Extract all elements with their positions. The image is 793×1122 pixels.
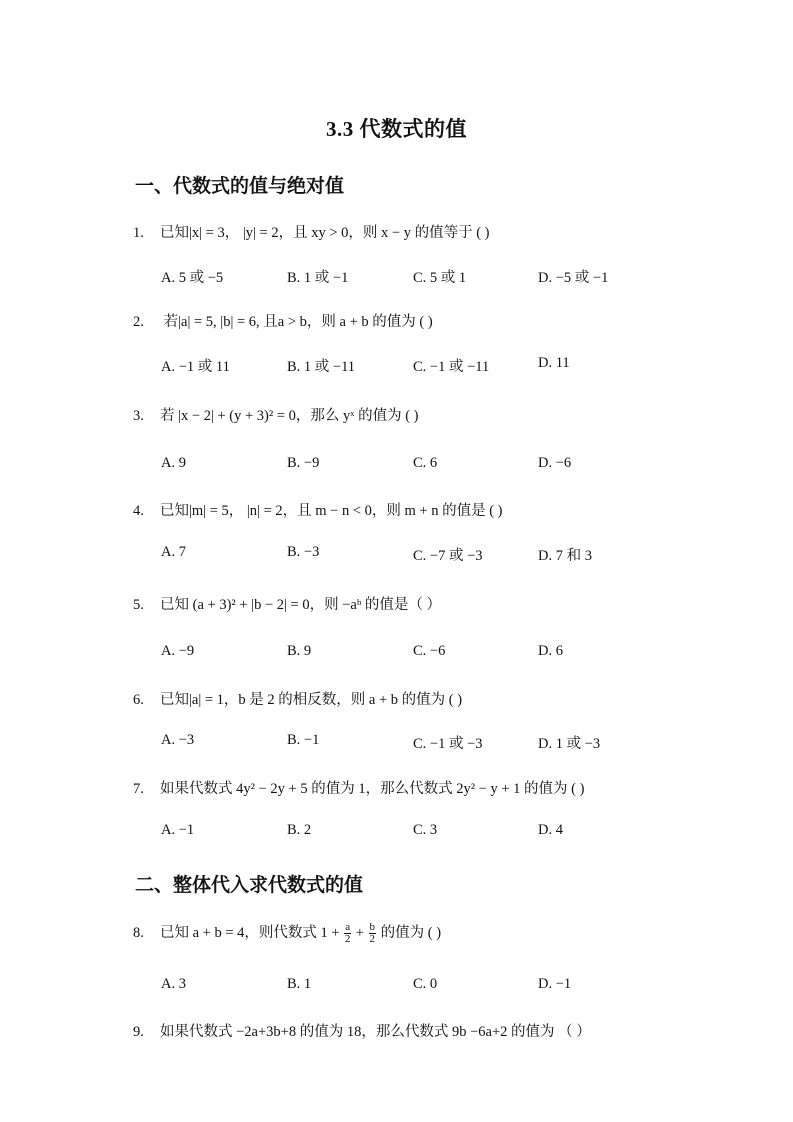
question-text-before: 已知 a + b = 4，则代数式 1 + — [160, 925, 344, 941]
option-c: C. 6 — [413, 455, 438, 471]
fraction-denominator: 2 — [369, 933, 376, 946]
option-a: A. 7 — [161, 544, 186, 560]
question-number: 9. — [133, 1024, 144, 1040]
option-a: A. −1 或 11 — [161, 359, 230, 375]
option-d: D. 6 — [538, 643, 563, 659]
section-heading-2: 二、整体代入求代数式的值 — [135, 875, 364, 896]
option-d: D. −1 — [538, 976, 572, 992]
fraction-denominator: 2 — [344, 933, 351, 946]
question-5 — [133, 593, 773, 614]
question-7 — [133, 777, 773, 798]
question-number: 7. — [133, 781, 144, 797]
fraction-a-over-2 — [344, 922, 351, 945]
fraction-numerator: b — [369, 921, 376, 934]
question-text: 如果代数式 −2a+3b+8 的值为 18，那么代数式 9b −6a+2 的值为 （ ） — [160, 1024, 591, 1040]
question-text: 已知|a| = 1，b 是 2 的相反数，则 a + b 的值为 ( ) — [160, 692, 463, 708]
question-number: 1. — [133, 225, 144, 241]
question-text: 已知|m| = 5， |n| = 2，且 m − n < 0，则 m + n 的值是 ( ) — [160, 503, 503, 519]
option-d: D. 4 — [538, 822, 563, 838]
option-b: B. −3 — [287, 544, 320, 560]
question-text: 如果代数式 4y² − 2y + 5 的值为 1，那么代数式 2y² − y + 1 的值为 ( ) — [160, 781, 585, 797]
option-c: C. −1 或 −11 — [413, 359, 490, 375]
option-d: D. −6 — [538, 455, 572, 471]
question-number: 5. — [133, 597, 144, 613]
option-a: A. 3 — [161, 976, 186, 992]
option-a: A. 9 — [161, 455, 186, 471]
page-title: 3.3 代数式的值 — [326, 117, 467, 141]
fraction-b-over-2 — [369, 922, 377, 945]
question-1 — [133, 221, 773, 242]
option-c: C. −1 或 −3 — [413, 736, 483, 752]
question-9 — [133, 1020, 773, 1041]
option-b: B. 1 或 −1 — [287, 270, 349, 286]
question-text: 若|a| = 5, |b| = 6, 且a > b，则 a + b 的值为 ( ) — [160, 314, 433, 330]
option-d: D. 1 或 −3 — [538, 736, 601, 752]
question-4 — [133, 499, 773, 520]
option-c: C. 5 或 1 — [413, 270, 467, 286]
option-b: B. 1 — [287, 976, 312, 992]
question-text: 已知 (a + 3)² + |b − 2| = 0，则 −aᵇ 的值是（ ） — [160, 597, 442, 613]
question-3 — [133, 404, 773, 425]
question-number: 4. — [133, 503, 144, 519]
question-6 — [133, 688, 773, 709]
question-text-after: 的值为 ( ) — [377, 925, 442, 941]
option-c: C. 3 — [413, 822, 438, 838]
question-number: 2. — [133, 314, 144, 330]
option-d: D. 7 和 3 — [538, 548, 592, 564]
question-number: 3. — [133, 408, 144, 424]
option-c: C. 0 — [413, 976, 438, 992]
question-text: 已知|x| = 3， |y| = 2，且 xy > 0，则 x − y 的值等于 ( ) — [160, 225, 490, 241]
option-c: C. −6 — [413, 643, 446, 659]
option-b: B. −9 — [287, 455, 320, 471]
option-d: D. 11 — [538, 355, 570, 371]
question-number: 6. — [133, 692, 144, 708]
option-b: B. 9 — [287, 643, 312, 659]
option-b: B. 1 或 −11 — [287, 359, 356, 375]
question-2 — [133, 310, 773, 331]
question-8 — [133, 921, 773, 945]
option-d: D. −5 或 −1 — [538, 270, 609, 286]
option-b: B. −1 — [287, 732, 320, 748]
option-a: A. −1 — [161, 822, 195, 838]
plus-sign: + — [352, 925, 368, 941]
option-c: C. −7 或 −3 — [413, 548, 483, 564]
question-text: 若 |x − 2| + (y + 3)² = 0，那么 yˣ 的值为 ( ) — [160, 408, 419, 424]
option-b: B. 2 — [287, 822, 312, 838]
option-a: A. −9 — [161, 643, 195, 659]
option-a: A. −3 — [161, 732, 195, 748]
section-heading-1: 一、代数式的值与绝对值 — [135, 176, 345, 197]
option-a: A. 5 或 −5 — [161, 270, 224, 286]
question-number: 8. — [133, 925, 144, 941]
fraction-numerator: a — [345, 921, 351, 934]
